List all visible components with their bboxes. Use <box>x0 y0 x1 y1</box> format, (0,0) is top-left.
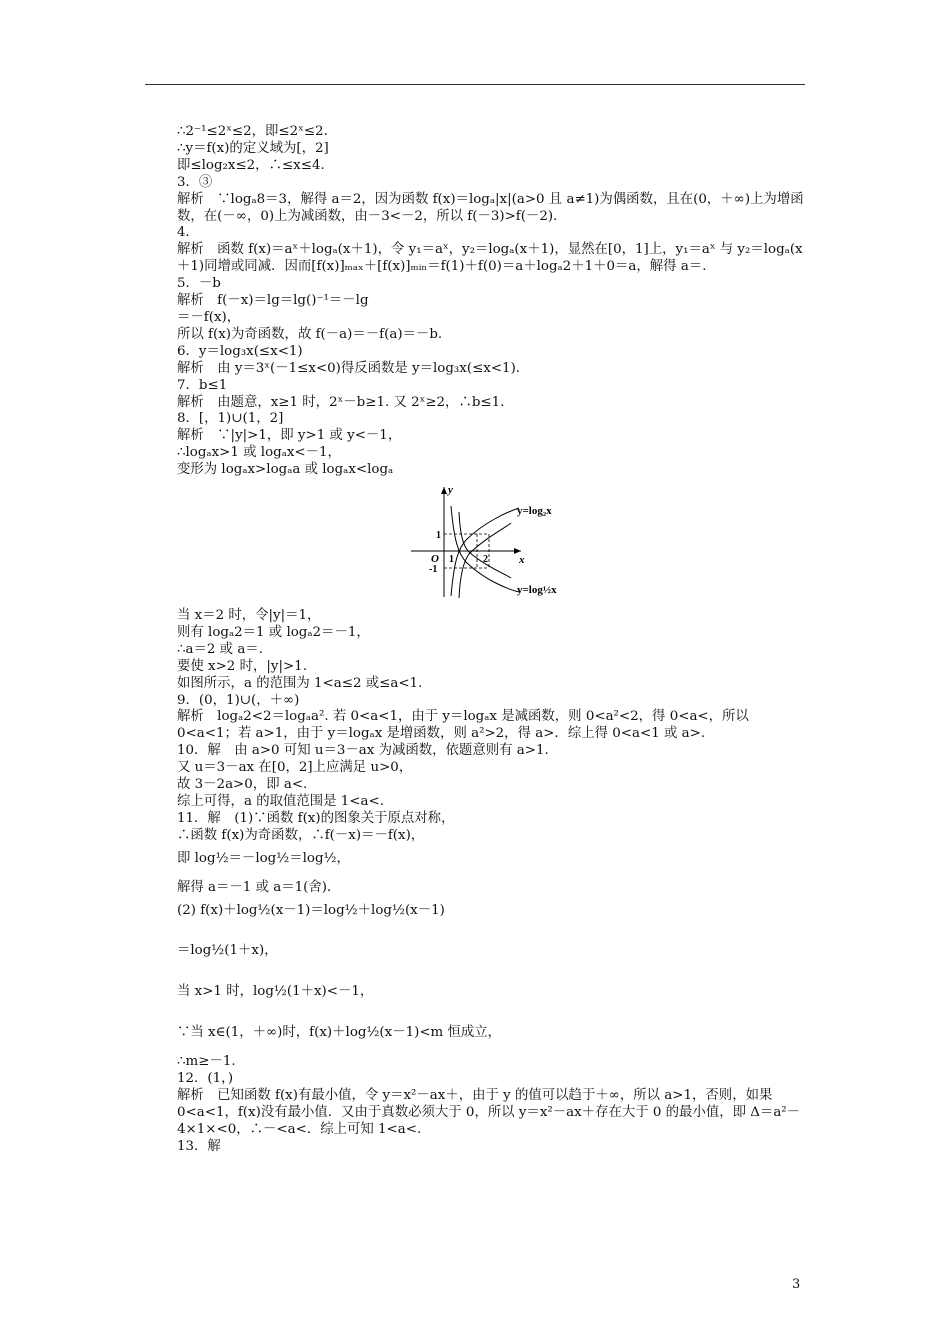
text-line: 又 u＝3－ax 在[0，2]上应满足 u>0， <box>177 760 413 776</box>
solution-8: 解析 ∵|y|>1，即 y>1 或 y<－1， <box>177 428 402 444</box>
text-line: ∴2⁻¹≤2ˣ≤2，即≤2ˣ≤2. <box>177 124 328 139</box>
text-line: 当 x＝2 时，令|y|＝1， <box>177 608 321 624</box>
curve-log2 <box>451 508 519 596</box>
answer-13: 13．解 <box>177 1138 221 1154</box>
answer-12: 12．(1，) <box>177 1071 234 1087</box>
axis-x-label: x <box>519 554 525 567</box>
tick-label-1: 1 <box>449 554 454 566</box>
label-log-half: y=log½x <box>517 584 557 597</box>
equation-line: 解得 a＝－1 或 a＝1(舍)． <box>177 879 341 895</box>
label-log2: y=log₂x <box>517 505 552 518</box>
page-number: 3 <box>792 1277 801 1292</box>
equation-line: ∴m≥－1. <box>177 1054 236 1070</box>
text-line: 如图所示，a 的范围为 1<a≤2 或≤a<1. <box>177 675 423 691</box>
text-line: ∴a＝2 或 a＝. <box>177 641 263 657</box>
tick-label-2: 2 <box>483 554 488 566</box>
header-rule <box>145 84 805 85</box>
equation-line: 即 log½＝－log½＝log½， <box>177 850 350 866</box>
answer-3: 3．③ <box>177 174 213 190</box>
answer-5: 5．－b <box>177 276 221 292</box>
answer-8: 8．[，1)∪(1，2] <box>177 411 284 427</box>
equation-line: (2) f(x)＋log½(x－1)＝log½＋log½(x－1) <box>177 902 445 918</box>
solution-7: 解析 由题意，x≥1 时，2ˣ－b≥1. 又 2ˣ≥2，∴b≤1. <box>177 394 505 410</box>
page-content <box>177 124 807 1156</box>
text-line: ∴y＝f(x)的定义域为[，2] <box>177 140 329 156</box>
text-line: 要使 x>2 时，|y|>1. <box>177 658 307 674</box>
answer-6: 6．y＝log₃x(≤x<1) <box>177 343 303 359</box>
equation-line: ∵当 x∈(1，＋∞)时，f(x)＋log½(x－1)<m 恒成立， <box>177 1025 502 1041</box>
equation-line: 当 x>1 时，log½(1＋x)<－1， <box>177 984 374 1000</box>
solution-12: 解析 已知函数 f(x)有最小值，令 y＝x²－ax＋，由于 y 的值可以趋于＋∞，所以 a>1，否则，如果 0<a<1，f(x)没有最小值．又由于真数必须大于 0，所以 y＝x²－ax＋存在大于 0 的最小值，即 Δ＝a²－4×1×<0，∴－<a<．综上可知 1<a<. <box>177 1087 801 1137</box>
tick-label-y1: 1 <box>436 530 441 542</box>
log-graph <box>177 482 807 604</box>
answer-7: 7．b≤1 <box>177 377 228 393</box>
tick-label-ym1: -1 <box>429 564 438 576</box>
solution-4: 解析 函数 f(x)＝aˣ＋logₐ(x＋1)，令 y₁＝aˣ，y₂＝logₐ(x＋1)，显然在[0，1]上，y₁＝aˣ 与 y₂＝logₐ(x＋1)同增或同减．因而[f(x)]ₘₐₓ＋[f(x)]ₘᵢₙ＝f(1)＋f(0)＝a＋logₐ2＋1＋0＝a，解得 a＝. <box>177 242 803 275</box>
answer-10: 10．解 由 a>0 可知 u＝3－ax 为减函数，依题意则有 a>1. <box>177 743 549 759</box>
text-line: 即≤log₂x≤2，∴≤x≤4. <box>177 157 325 173</box>
origin-label: O <box>431 553 439 566</box>
equation-line: ＝log½(1＋x)， <box>177 943 278 959</box>
text-line: 则有 logₐ2＝1 或 logₐ2＝－1， <box>177 624 370 640</box>
text-line: ∴函数 f(x)为奇函数，∴f(－x)＝－f(x)， <box>177 827 425 843</box>
answer-9: 9．(0，1)∪(，＋∞) <box>177 692 300 708</box>
text-line: 变形为 logₐx>logₐa 或 logₐx<logₐ <box>177 462 394 478</box>
text-line: ＝－f(x)， <box>177 309 241 325</box>
solution-5: 解析 f(－x)＝lg＝lg()⁻¹＝－lg <box>177 293 369 309</box>
axis-y-label: y <box>448 484 453 497</box>
text-line: 所以 f(x)为奇函数，故 f(－a)＝－f(a)＝－b. <box>177 326 443 342</box>
text-line: 故 3－2a>0，即 a<. <box>177 777 308 793</box>
solution-6: 解析 由 y＝3ˣ(－1≤x<0)得反函数是 y＝log₃x(≤x<1)． <box>177 360 530 376</box>
y-axis-arrow <box>441 487 447 494</box>
text-line: ∴logₐx>1 或 logₐx<－1， <box>177 445 341 461</box>
answer-11: 11．解 (1)∵函数 f(x)的图象关于原点对称， <box>177 810 455 826</box>
solution-3: 解析 ∵logₐ8＝3，解得 a＝2，因为函数 f(x)＝logₐ|x|(a>0 且 a≠1)为偶函数，且在(0，＋∞)上为增函数，在(－∞，0)上为减函数，由－3<－2，所以 f(－3)>f(－2)． <box>177 191 804 224</box>
answer-4: 4． <box>177 225 199 241</box>
log-graph-svg <box>407 482 587 604</box>
solution-9: 解析 logₐ2<2＝logₐa². 若 0<a<1，由于 y＝logₐx 是减函数，则 0<a²<2，得 0<a<，所以 0<a<1；若 a>1，由于 y＝logₐx 是增函数，则 a²>2，得 a>．综上得 0<a<1 或 a>. <box>177 709 749 742</box>
text-line: 综上可得，a 的取值范围是 1<a<. <box>177 794 384 809</box>
